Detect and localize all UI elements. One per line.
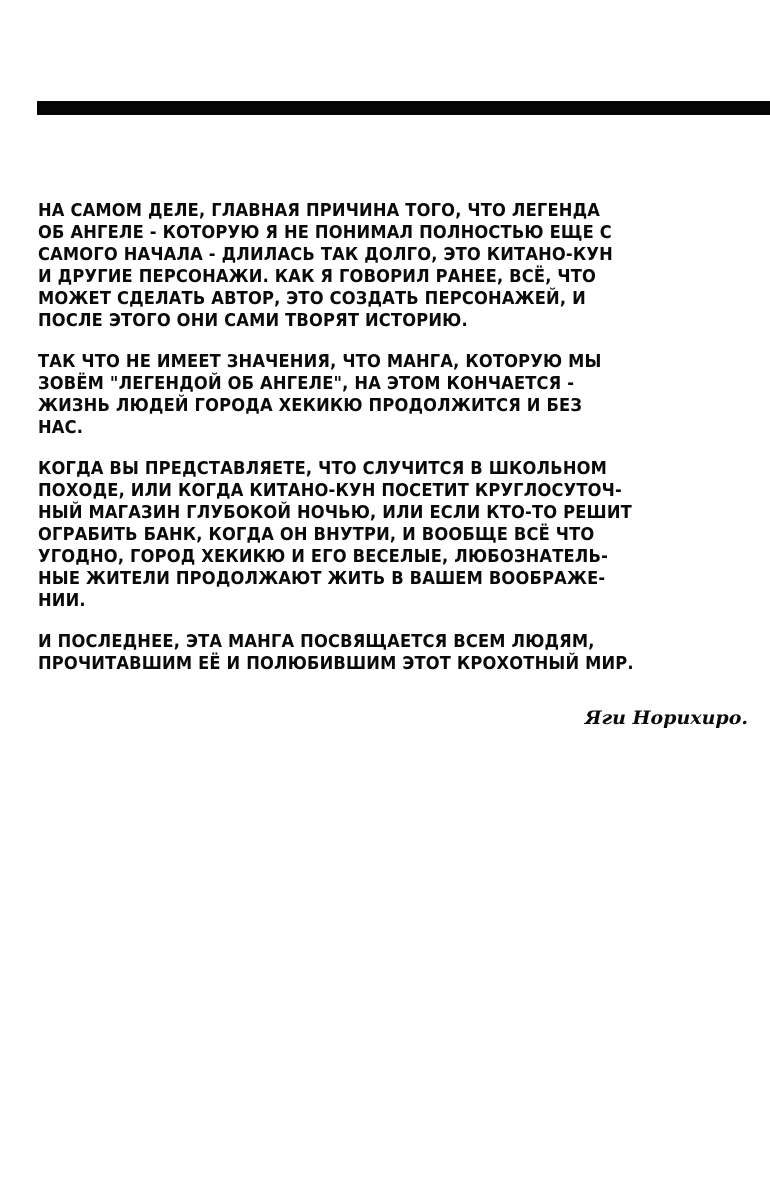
text-line: КОГДА ВЫ ПРЕДСТАВЛЯЕТЕ, ЧТО СЛУЧИТСЯ В ШКОЛЬНОМ [38,459,608,479]
text-line: САМОГО НАЧАЛА - ДЛИЛАСЬ ТАК ДОЛГО, ЭТО КИТАНО-КУН [38,245,613,265]
text-line: И ДРУГИЕ ПЕРСОНАЖИ. КАК Я ГОВОРИЛ РАНЕЕ, ВСЁ, ЧТО [38,267,597,287]
afterword-text [38,200,758,694]
text-line: УГОДНО, ГОРОД ХЕКИКЮ И ЕГО ВЕСЕЛЫЕ, ЛЮБОЗНАТЕЛЬ- [38,547,609,567]
paragraph-2 [38,351,758,439]
paragraph-1 [38,200,758,332]
text-line: НАС. [38,418,84,438]
text-line: МОЖЕТ СДЕЛАТЬ АВТОР, ЭТО СОЗДАТЬ ПЕРСОНАЖЕЙ, И [38,289,586,309]
text-line: ПОСЛЕ ЭТОГО ОНИ САМИ ТВОРЯТ ИСТОРИЮ. [38,311,468,331]
text-line: ПРОЧИТАВШИМ ЕЁ И ПОЛЮБИВШИМ ЭТОТ КРОХОТНЫЙ МИР. [38,654,634,674]
paragraph-3 [38,458,758,612]
text-line: НЫЕ ЖИТЕЛИ ПРОДОЛЖАЮТ ЖИТЬ В ВАШЕМ ВООБРАЖЕ- [38,569,606,589]
text-line: ЗОВЁМ "ЛЕГЕНДОЙ ОБ АНГЕЛЕ", НА ЭТОМ КОНЧАЕТСЯ - [38,374,575,394]
top-black-bar [37,101,770,115]
text-line: НИИ. [38,591,86,611]
text-line: ПОХОДЕ, ИЛИ КОГДА КИТАНО-КУН ПОСЕТИТ КРУГЛОСУТОЧ- [38,481,622,501]
text-line: ОБ АНГЕЛЕ - КОТОРУЮ Я НЕ ПОНИМАЛ ПОЛНОСТЬЮ ЕЩЕ С [38,223,612,243]
text-line: НА САМОМ ДЕЛЕ, ГЛАВНАЯ ПРИЧИНА ТОГО, ЧТО ЛЕГЕНДА [38,201,601,221]
paragraph-4 [38,631,758,675]
text-line: ТАК ЧТО НЕ ИМЕЕТ ЗНАЧЕНИЯ, ЧТО МАНГА, КОТОРУЮ МЫ [38,352,602,372]
text-line: И ПОСЛЕДНЕЕ, ЭТА МАНГА ПОСВЯЩАЕТСЯ ВСЕМ ЛЮДЯМ, [38,632,595,652]
text-line: ЖИЗНЬ ЛЮДЕЙ ГОРОДА ХЕКИКЮ ПРОДОЛЖИТСЯ И БЕЗ [38,396,583,416]
text-line: ОГРАБИТЬ БАНК, КОГДА ОН ВНУТРИ, И ВООБЩЕ ВСЁ ЧТО [38,525,595,545]
text-line: НЫЙ МАГАЗИН ГЛУБОКОЙ НОЧЬЮ, ИЛИ ЕСЛИ КТО-ТО РЕШИТ [38,503,632,523]
author-signature: Яги Норихиро. [584,707,748,729]
